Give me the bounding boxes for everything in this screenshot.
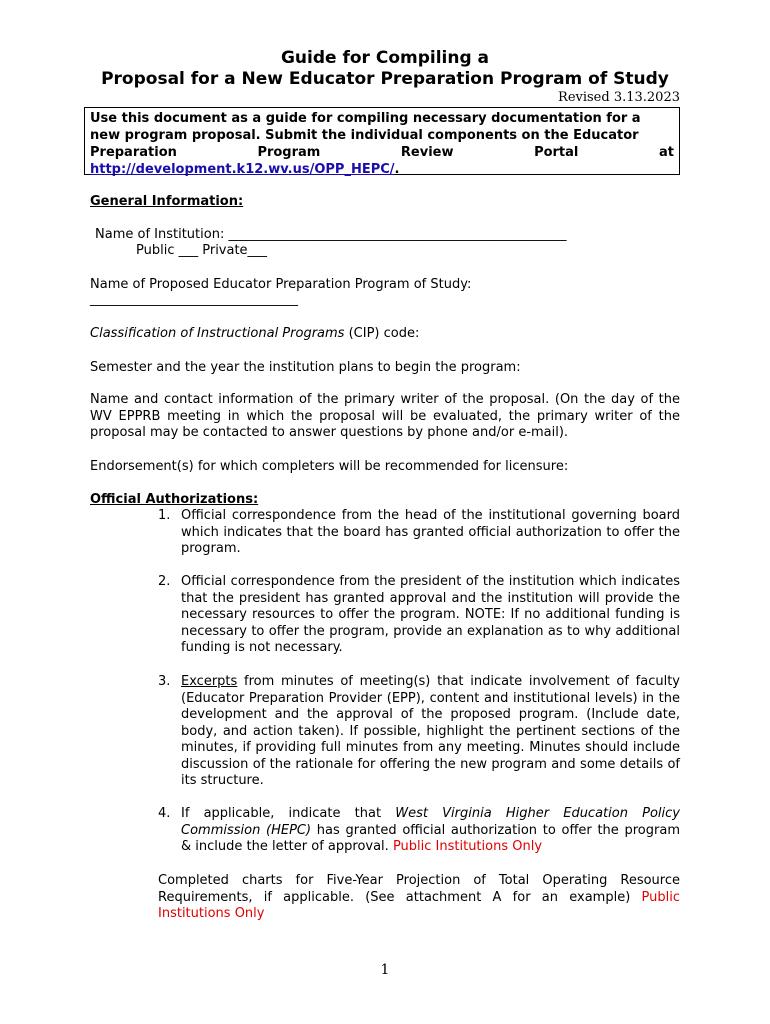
public-institutions-only-note: Public Institutions Only [392,839,543,854]
doc-title-line1: Guide for Compiling a [280,48,490,68]
doc-title-line2: Proposal for a New Educator Preparation Program of Study [101,69,669,89]
item-4-post: has granted official authorization to offer the program & include the letter of approval. [181,822,680,854]
list-item-4-text [181,806,680,856]
item-3-body: from minutes of meeting(s) that indicate involvement of faculty (Educator Preparation Provider (EPP), content and institutional levels) in the development and the approval of the proposed program. (Include date, body, and action taken). If possible, highlight the pertinent sections of the minutes, if providing full minutes from any meeting. Minutes should include discussion of the rationale for offering the new program and some details of its structure. [181,674,680,788]
list-item-number: 4. [158,806,171,821]
charts-paragraph [158,873,680,923]
cip-italic: Classification of Instructional Programs [90,326,345,341]
list-item-3-text [181,674,680,790]
general-information-heading: General Information: [90,194,244,209]
item-4-pre: If applicable, indicate that [181,806,396,821]
list-item-number: 1. [158,508,171,523]
cip-rest: (CIP) code: [344,326,420,341]
notice-word: Portal [534,145,579,160]
page-number: 1 [380,962,390,978]
program-name-label: Name of Proposed Educator Preparation Program of Study: [90,277,472,292]
list-item-number: 3. [158,674,171,689]
portal-link[interactable]: http://development.k12.wv.us/OPP_HEPC/ [90,162,395,177]
public-private-field: Public ___ Private___ [136,243,268,258]
notice-line-1: Use this document as a guide for compiling necessary documentation for a [90,111,641,126]
notice-link-tail: . [394,162,400,177]
institution-name-field: Name of Institution: ____________________________________________________ [95,227,567,242]
revised-date: Revised 3.13.2023 [558,90,680,105]
contact-info-paragraph: Name and contact information of the primary writer of the proposal. (On the day of the WV EPPRB meeting in which the proposal will be evaluated, the primary writer of the proposal may be contacted to answer questions by phone and/or e-mail). [90,392,680,440]
hepc-italic: West Virginia Higher Education Policy Commission (HEPC) [181,806,680,838]
semester-label: Semester and the year the institution plans to begin the program: [90,360,521,375]
notice-word: Review [400,145,454,160]
list-item-1-text: Official correspondence from the head of the institutional governing board which indicates that the board has granted official authorization to offer the program. [181,508,680,556]
notice-line-3 [90,144,674,161]
cip-code-label [90,326,419,343]
endorsement-label: Endorsement(s) for which completers will be recommended for licensure: [90,459,569,474]
excerpts-lead: Excerpts [181,674,238,689]
program-name-line: ________________________________ [90,292,298,307]
notice-line-2: new program proposal. Submit the individual components on the Educator [90,128,639,143]
notice-word: Preparation [90,145,177,160]
notice-box [84,107,680,175]
list-item-number: 2. [158,574,171,589]
public-institutions-only-note: Public Institutions Only [158,889,680,921]
notice-word: Program [257,145,321,160]
notice-word: at [658,145,674,160]
notice-line-4 [90,161,674,178]
charts-text: Completed charts for Five-Year Projection of Total Operating Resource Requirements, if applicable. (See attachment A for an example) [158,873,680,905]
list-item-2-text: Official correspondence from the president of the institution which indicates that the president has granted approval and the institution will provide the necessary resources to offer the program. NOTE: If no additional funding is necessary to offer the program, provide an explanation as to why additional funding is not necessary. [181,574,680,655]
official-authorizations-heading: Official Authorizations: [90,492,259,507]
